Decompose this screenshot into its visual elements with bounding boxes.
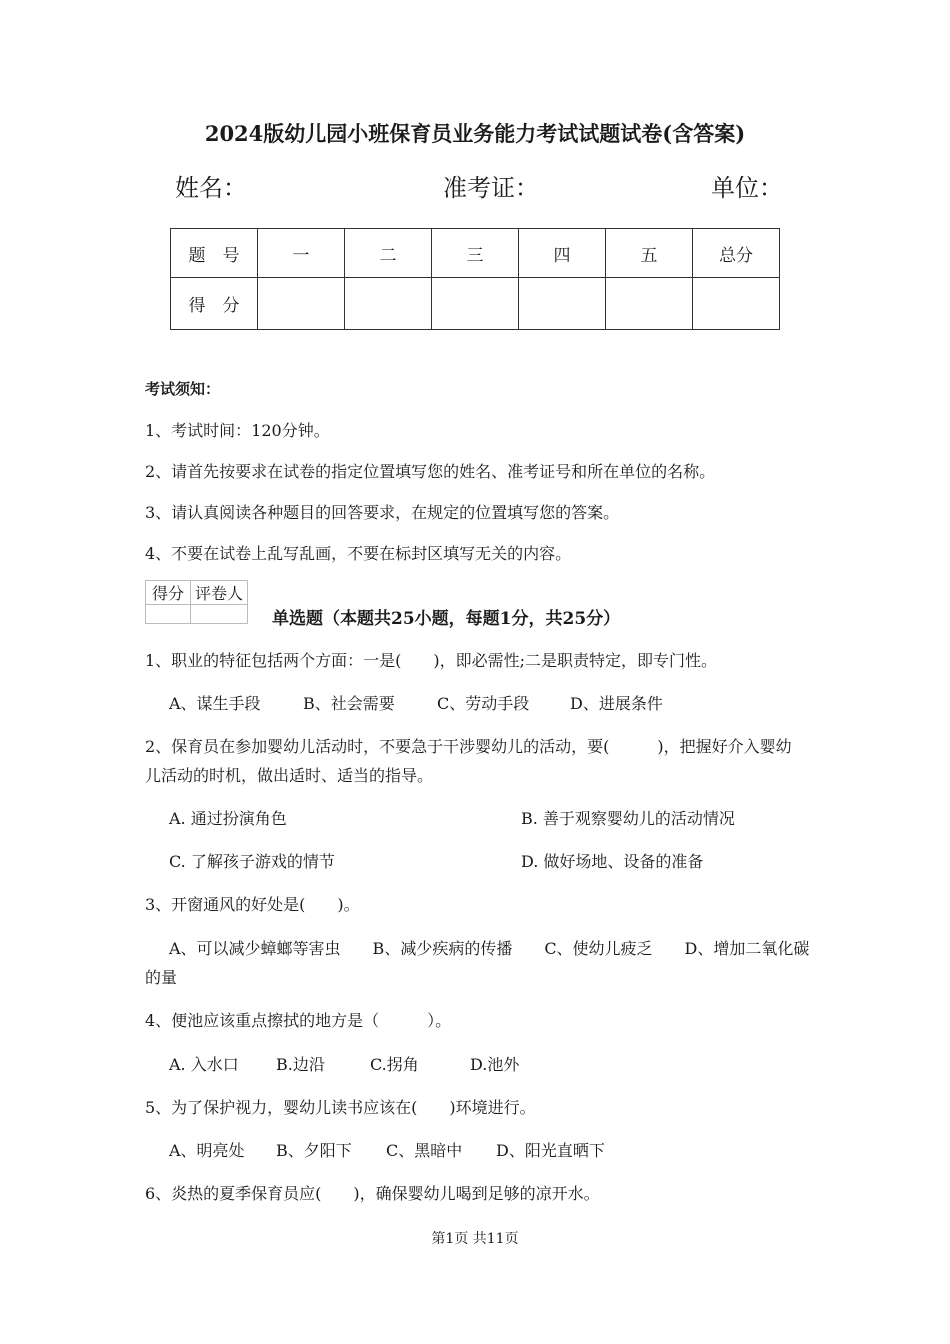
question-5-option-d: D、阳光直晒下: [496, 1141, 605, 1160]
score-cell[interactable]: [345, 278, 432, 330]
page-footer: 第1页 共11页: [431, 1231, 519, 1247]
question-5-stem: 5、为了保护视力，婴幼儿读书应该在( )环境进行。: [145, 1098, 536, 1117]
question-1-option-a: A、谋生手段: [169, 694, 261, 713]
question-1-option-b: B、社会需要: [303, 694, 395, 713]
score-table-header-cell: 五: [606, 229, 693, 278]
score-table-score-row: [171, 278, 780, 330]
grader-box-grader-label: 评卷人: [191, 581, 248, 605]
grader-box-score-cell[interactable]: [146, 605, 191, 624]
question-2-option-a: A. 通过扮演角色: [169, 809, 287, 828]
question-3-stem: 3、开窗通风的好处是( )。: [145, 895, 360, 914]
notice-item: 4、不要在试卷上乱写乱画，不要在标封区填写无关的内容。: [145, 544, 572, 563]
question-6-stem: 6、炎热的夏季保育员应( )，确保婴幼儿喝到足够的凉开水。: [145, 1184, 600, 1203]
notice-item: 2、请首先按要求在试卷的指定位置填写您的姓名、准考证号和所在单位的名称。: [145, 462, 716, 481]
question-4-option-b: B.边沿: [276, 1055, 325, 1074]
score-cell[interactable]: [693, 278, 780, 330]
document-title: 2024版幼儿园小班保育员业务能力考试试题试卷(含答案): [204, 121, 746, 146]
score-table-header-cell: 三: [432, 229, 519, 278]
notice-heading: 考试须知：: [145, 380, 221, 398]
exam-id-field-label: 准考证：: [443, 174, 539, 202]
section-title: 单选题（本题共25小题，每题1分，共25分）: [272, 609, 621, 629]
unit-field-label: 单位：: [711, 174, 783, 202]
notice-item: 3、请认真阅读各种题目的回答要求，在规定的位置填写您的答案。: [145, 503, 620, 522]
name-field-label: 姓名：: [175, 174, 247, 202]
score-cell[interactable]: [432, 278, 519, 330]
question-2-stem: 2、保育员在参加婴幼儿活动时，不要急于干涉婴幼儿的活动，要( )，把握好介入婴幼: [145, 737, 792, 756]
score-table-row-label: 得 分: [171, 278, 258, 330]
question-2-option-b: B. 善于观察婴幼儿的活动情况: [521, 809, 735, 828]
score-cell[interactable]: [606, 278, 693, 330]
question-2-stem-continued: 儿活动的时机，做出适时、适当的指导。: [145, 766, 434, 785]
question-4-option-c: C.拐角: [370, 1055, 419, 1074]
question-5-option-b: B、夕阳下: [276, 1141, 352, 1160]
score-table: [170, 228, 780, 330]
score-cell[interactable]: [519, 278, 606, 330]
question-2-option-d: D. 做好场地、设备的准备: [521, 852, 704, 871]
question-5-option-c: C、黑暗中: [386, 1141, 463, 1160]
score-table-header-cell: 总分: [693, 229, 780, 278]
score-table-header-cell: 四: [519, 229, 606, 278]
question-4-stem: 4、便池应该重点擦拭的地方是（ ）。: [145, 1011, 452, 1030]
score-table-header-cell: 题 号: [171, 229, 258, 278]
question-1-option-c: C、劳动手段: [437, 694, 530, 713]
question-2-option-c: C. 了解孩子游戏的情节: [169, 852, 335, 871]
question-3-options-continued: 的量: [145, 968, 178, 987]
score-cell[interactable]: [258, 278, 345, 330]
question-1-option-d: D、进展条件: [570, 694, 663, 713]
question-5-option-a: A、明亮处: [169, 1141, 245, 1160]
question-4-option-d: D.池外: [470, 1055, 520, 1074]
notice-item: 1、考试时间：120分钟。: [145, 421, 330, 440]
grader-box: [145, 580, 248, 624]
score-table-header-cell: 一: [258, 229, 345, 278]
question-1-stem: 1、职业的特征包括两个方面：一是( )，即必需性;二是职责特定，即专门性。: [145, 651, 718, 670]
score-table-header-row: [171, 229, 780, 278]
grader-box-grader-cell[interactable]: [191, 605, 248, 624]
grader-box-score-label: 得分: [146, 581, 191, 605]
score-table-header-cell: 二: [345, 229, 432, 278]
question-3-options: A、可以减少蟑螂等害虫 B、减少疾病的传播 C、使幼儿疲乏 D、增加二氧化碳: [169, 939, 810, 958]
question-4-option-a: A. 入水口: [169, 1055, 239, 1074]
